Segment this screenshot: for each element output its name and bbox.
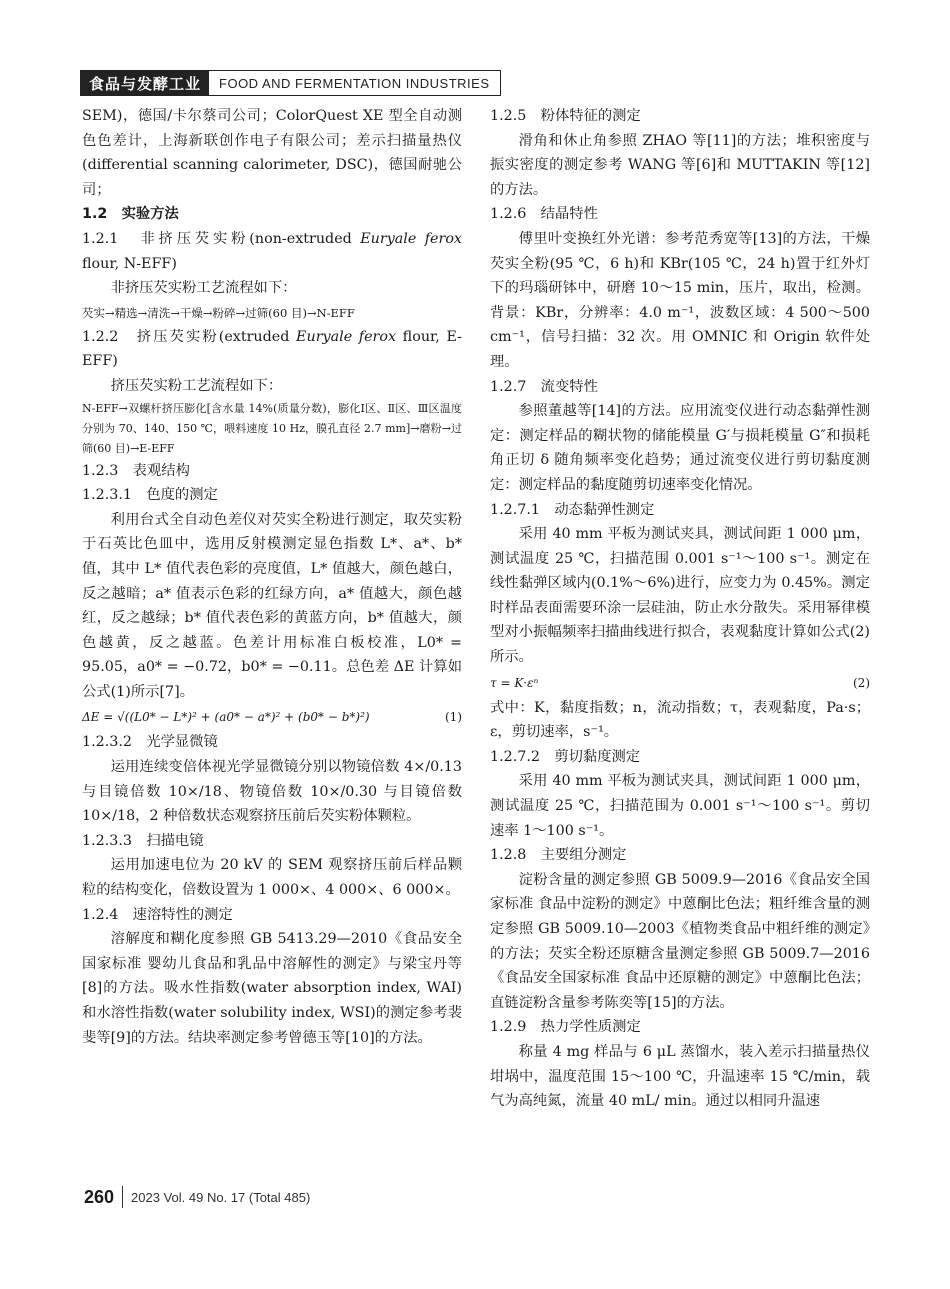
paragraph-formula-2-legend: 式中：K，黏度指数；n，流动指数；τ，表观黏度，Pa·s；ε，剪切速率，s⁻¹。 [490,699,870,741]
section-heading-1-2-7: 1.2.7 流变特性 [490,378,598,395]
section-heading-1-2-3-3: 1.2.3.3 扫描电镜 [82,832,204,849]
process-flow-eeff: N-EFF→双螺杆挤压膨化[含水量 14%(质量分数)，膨化Ⅰ区、Ⅱ区、Ⅲ区温度分别为 70、140、150 ℃，喂料速度 10 Hz，膜孔直径 2.7 mm]→磨粉→过筛(60 目)→E-EFF [82,401,462,455]
page-footer [84,1186,310,1208]
volume-info: 2023 Vol. 49 No. 17 (Total 485) [131,1189,311,1205]
journal-header [80,70,501,96]
section-heading-1-2-4: 1.2.4 速溶特性的测定 [82,906,233,923]
paragraph-1-2-2: 挤压芡实粉工艺流程如下： [110,377,283,394]
formula-1-expression: ΔE = √((L0* − L*)² + (a0* − a*)² + (b0* − b*)²) [82,710,370,725]
section-heading-1-2-8: 1.2.8 主要组分测定 [490,847,627,864]
formula-2-number: (2) [853,675,870,690]
formula-2-expression: τ = K·εⁿ [490,675,539,690]
section-heading-1-2-1: 1.2.1 非挤压芡实粉(non-extruded Euryale ferox flour, N-EFF) [82,230,462,272]
paragraph-equipment: SEM)，德国/卡尔蔡司公司；ColorQuest XE 型全自动测色色差计，上海新联创作电子有限公司；差示扫描量热仪(differential scanning calorimeter, DSC)，德国耐驰公司； [82,108,462,198]
section-heading-1-2-7-2: 1.2.7.2 剪切黏度测定 [490,748,641,765]
section-heading-1-2-9: 1.2.9 热力学性质测定 [490,1019,641,1036]
section-heading-1-2-3-2: 1.2.3.2 光学显微镜 [82,734,218,751]
right-column [490,104,870,1114]
paragraph-optical-microscope: 运用连续变倍体视光学显微镜分别以物镜倍数 4×/0.13 与目镜倍数 10×/18、物镜倍数 10×/0.30 与目镜倍数 10×/18，2 种倍数状态观察挤压前后芡实粉体颗粒。 [82,759,462,825]
formula-1 [82,704,462,730]
left-column [82,104,462,1050]
section-heading-1-2-3: 1.2.3 表观结构 [82,462,190,479]
section-heading-1-2-5: 1.2.5 粉体特征的测定 [490,108,641,124]
paragraph-1-2-1: 非挤压芡实粉工艺流程如下： [110,280,297,297]
page-number: 260 [84,1186,115,1207]
paragraph-crystal: 傅里叶变换红外光谱：参考范秀宽等[13]的方法，干燥芡实全粉(95 ℃，6 h)和 KBr(105 ℃，24 h)置于红外灯下的玛瑙研钵中，研磨 10～15 min，压片，取出，检测。背景：KBr，分辨率：4.0 m⁻¹，波数区域：4 500～500 cm⁻¹，信号扫描：32 次。用 OMNIC 和 Origin 软件处理。 [490,230,870,370]
formula-1-number: (1) [445,710,462,725]
paragraph-dynamic-viscoelasticity: 采用 40 mm 平板为测试夹具，测试间距 1 000 μm，测试温度 25 ℃，扫描范围 0.001 s⁻¹～100 s⁻¹。测定在线性黏弹区域内(0.1%～6%)进行，应变力为 0.45%。测定时样品表面需要环涂一层硅油，防止水分散失。采用幂律模型对小振幅频率扫描曲线进行拟合，表观黏度计算如公式(2)所示。 [490,526,870,666]
paragraph-components: 淀粉含量的测定参照 GB 5009.9—2016《食品安全国家标准 食品中淀粉的测定》中蒽酮比色法；粗纤维含量的测定参照 GB 5009.10—2003《植物类食品中粗纤维的测定》的方法；芡实全粉还原糖含量测定参照 GB 5009.7—2016《食品安全国家标准 食品中还原糖的测定》中蒽酮比色法；直链淀粉含量参考陈奕等[15]的方法。 [490,871,870,1011]
section-heading-1-2-2: 1.2.2 挤压芡实粉(extruded Euryale ferox flour, E-EFF) [82,328,462,370]
section-heading-1-2-3-1: 1.2.3.1 色度的测定 [82,487,218,504]
section-heading-1-2-7-1: 1.2.7.1 动态黏弹性测定 [490,501,655,518]
footer-divider [122,1186,123,1208]
journal-title-en: FOOD AND FERMENTATION INDUSTRIES [219,75,490,91]
paragraph-powder: 滑角和休止角参照 ZHAO 等[11]的方法；堆积密度与振实密度的测定参考 WANG 等[6]和 MUTTAKIN 等[12]的方法。 [490,132,870,198]
section-heading-1-2-6: 1.2.6 结晶特性 [490,206,598,223]
paragraph-thermal: 称量 4 mg 样品与 6 μL 蒸馏水，装入差示扫描量热仪坩埚中，温度范围 15～100 ℃，升温速率 15 ℃/min，载气为高纯氮，流量 40 mL/ min。通过以相同升温速 [490,1043,870,1110]
paragraph-sem: 运用加速电位为 20 kV 的 SEM 观察挤压前后样品颗粒的结构变化，倍数设置为 1 000×、4 000×、6 000×。 [82,857,462,899]
paragraph-shear-viscosity: 采用 40 mm 平板为测试夹具，测试间距 1 000 μm，测试温度 25 ℃，扫描范围为 0.001 s⁻¹～100 s⁻¹。剪切速率 1～100 s⁻¹。 [490,773,870,839]
journal-title-cn: 食品与发酵工业 [81,71,209,95]
paragraph-solubility: 溶解度和糊化度参照 GB 5413.29—2010《食品安全国家标准 婴幼儿食品和乳品中溶解性的测定》与梁宝丹等[8]的方法。吸水性指数(water absorption index, WAI)和水溶性指数(water solubility index, WSI)的测定参考裴斐等[9]的方法。结块率测定参考曾德玉等[10]的方法。 [82,931,462,1046]
paragraph-color-measurement: 利用台式全自动色差仪对芡实全粉进行测定，取芡实粉于石英比色皿中，选用反射模测定显色指数 L*、a*、b* 值，其中 L* 值代表色彩的亮度值，L* 值越大，颜色越白，反之越暗；a* 值表示色彩的红绿方向，a* 值越大，颜色越红，反之越绿；b* 值代表色彩的黄蓝方向，b* 值越大，颜色越黄，反之越蓝。色差计用标准白板校准，L0* = 95.05，a0* = −0.72，b0* = −0.11。总色差 ΔE 计算如公式(1)所示[7]。 [82,511,462,700]
process-flow-neff: 芡实→精选→清洗→干燥→粉碎→过筛(60 目)→N-EFF [82,305,355,320]
formula-2 [490,670,870,696]
paragraph-rheology: 参照董越等[14]的方法。应用流变仪进行动态黏弹性测定：测定样品的糊状物的储能模量 G′与损耗模量 G″和损耗角正切 δ 随角频率变化趋势；通过流变仪进行剪切黏度测定：测定样品的黏度随剪切速率变化情况。 [490,403,870,493]
section-heading-1-2: 1.2 实验方法 [82,206,179,223]
